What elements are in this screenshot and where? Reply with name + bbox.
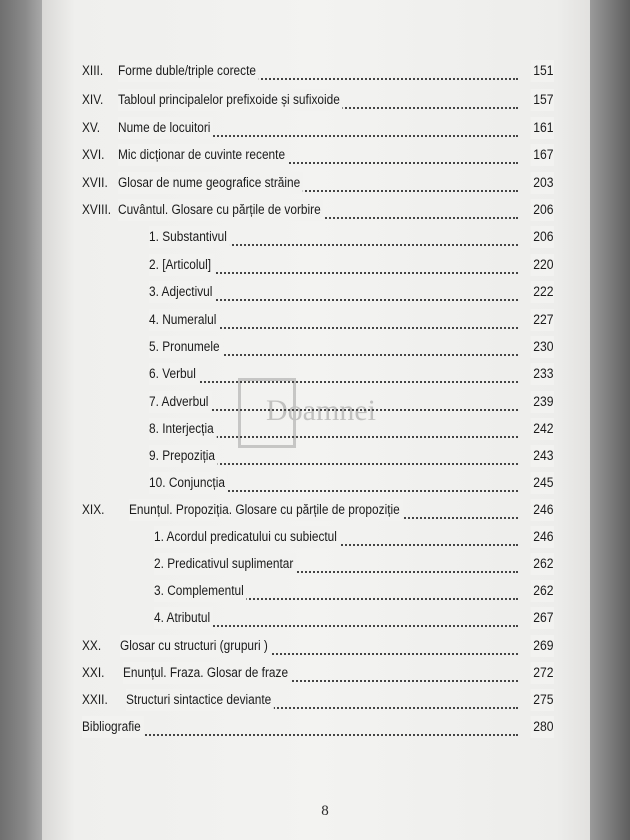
toc-entry-number: XIV. — [82, 92, 104, 107]
toc-entry-title: Mic dicționar de cuvinte recente — [118, 144, 288, 166]
toc-entry-title: 10. Conjuncția — [149, 472, 228, 494]
toc-entry-number: XIX. — [82, 502, 105, 517]
toc-entry-title: 3. Complementul — [154, 580, 246, 602]
toc-entry-number: XIII. — [82, 63, 104, 78]
toc-entry-page: 203 — [531, 172, 554, 194]
toc-entry — [0, 662, 630, 684]
toc-entry-title: 9. Prepoziția — [149, 445, 218, 467]
toc-entry — [0, 635, 630, 657]
toc-entry — [0, 117, 630, 139]
toc-entry-title: Enunțul. Propoziția. Glosare cu părțile de propoziție — [129, 499, 402, 521]
toc-entry-page: 239 — [531, 391, 554, 413]
toc-entry-title: 5. Pronumele — [149, 336, 222, 358]
toc-entry — [0, 499, 630, 521]
toc-entry-title: Structuri sintactice deviante — [126, 689, 274, 711]
toc-entry-title: Nume de locuitori — [118, 117, 213, 139]
toc-dot-leader — [169, 377, 518, 383]
toc-entry-number: XVII. — [82, 175, 108, 190]
toc-entry-title: 1. Acordul predicatului cu subiectul — [154, 526, 340, 548]
toc-entry-page: 243 — [531, 445, 554, 467]
toc-entry-title: Bibliografie — [82, 716, 143, 738]
toc-entry-title: Forme duble/triple corecte — [118, 60, 259, 82]
toc-entry — [0, 226, 630, 248]
toc-dot-leader — [169, 268, 518, 274]
toc-entry-page: 267 — [531, 607, 554, 629]
toc-entry-title: Enunțul. Fraza. Glosar de fraze — [123, 662, 291, 684]
toc-entry-page: 262 — [531, 580, 554, 602]
toc-dot-leader — [169, 405, 518, 411]
toc-entry-number: XV. — [82, 120, 101, 135]
toc-entry — [0, 172, 630, 194]
toc-entry — [0, 144, 630, 166]
toc-entry — [0, 281, 630, 303]
toc-entry-page: 275 — [531, 689, 554, 711]
toc-entry-title: Cuvântul. Glosare cu părțile de vorbire — [118, 199, 323, 221]
toc-entry-title: 1. Substantivul — [149, 226, 230, 248]
toc-dot-leader — [169, 295, 518, 301]
toc-entry-number: XVIII. — [82, 202, 112, 217]
toc-entry-title: 3. Adjectivul — [149, 281, 215, 303]
toc-dot-leader — [169, 432, 518, 438]
toc-entry-title: 2. Predicativul suplimentar — [154, 553, 296, 575]
toc-entry-page: 246 — [531, 526, 554, 548]
toc-entry-title: 4. Atributul — [154, 607, 213, 629]
toc-entry — [0, 553, 630, 575]
toc-entry — [0, 363, 630, 385]
watermark-text: Doamnei — [266, 394, 376, 427]
toc-entry-number: XXI. — [82, 665, 105, 680]
toc-entry-page: 245 — [531, 472, 554, 494]
toc-entry — [0, 526, 630, 548]
toc-entry-page: 157 — [531, 89, 554, 111]
toc-entry — [0, 254, 630, 276]
toc-entry — [0, 309, 630, 331]
toc-entry-page: 230 — [531, 336, 554, 358]
toc-entry-title: Glosar cu structuri (grupuri ) — [120, 635, 271, 657]
page-number: 8 — [321, 803, 329, 819]
toc-entry-title: 8. Interjecția — [149, 418, 216, 440]
toc-entry — [0, 89, 630, 111]
toc-entry-page: 161 — [531, 117, 554, 139]
toc-entry-page: 206 — [531, 199, 554, 221]
toc-entry-title: Tabloul principalelor prefixoide și sufixoide — [118, 89, 343, 111]
toc-dot-leader — [169, 323, 518, 329]
toc-entry-number: XXII. — [82, 692, 108, 707]
toc-entry — [0, 336, 630, 358]
toc-entry — [0, 716, 630, 738]
toc-entry-number: XVI. — [82, 147, 105, 162]
toc-entry-page: 233 — [531, 363, 554, 385]
toc-entry-number: XX. — [82, 638, 102, 653]
toc-entry-title: 2. [Articolul] — [149, 254, 214, 276]
toc-entry-page: 269 — [531, 635, 554, 657]
toc-entry-page: 242 — [531, 418, 554, 440]
toc-dot-leader — [102, 730, 518, 736]
toc-entry — [0, 199, 630, 221]
toc-entry-page: 206 — [531, 226, 554, 248]
toc-entry-page: 280 — [531, 716, 554, 738]
toc-entry — [0, 445, 630, 467]
toc-entry-title: 4. Numeralul — [149, 309, 219, 331]
toc-entry-page: 167 — [531, 144, 554, 166]
toc-entry — [0, 580, 630, 602]
toc-entry — [0, 60, 630, 82]
toc-entry-title: Glosar de nume geografice străine — [118, 172, 303, 194]
toc-entry-title: 7. Adverbul — [149, 391, 211, 413]
toc-entry-page: 222 — [531, 281, 554, 303]
toc-entry-page: 246 — [531, 499, 554, 521]
toc-entry — [0, 607, 630, 629]
toc-dot-leader — [174, 621, 518, 627]
toc-entry-title: 6. Verbul — [149, 363, 199, 385]
toc-entry-page: 151 — [531, 60, 554, 82]
toc-entry — [0, 689, 630, 711]
toc-entry-page: 220 — [531, 254, 554, 276]
toc-dot-leader — [169, 459, 518, 465]
toc-entry-page: 227 — [531, 309, 554, 331]
toc-entry-page: 262 — [531, 553, 554, 575]
toc-entry-page: 272 — [531, 662, 554, 684]
toc-entry — [0, 472, 630, 494]
